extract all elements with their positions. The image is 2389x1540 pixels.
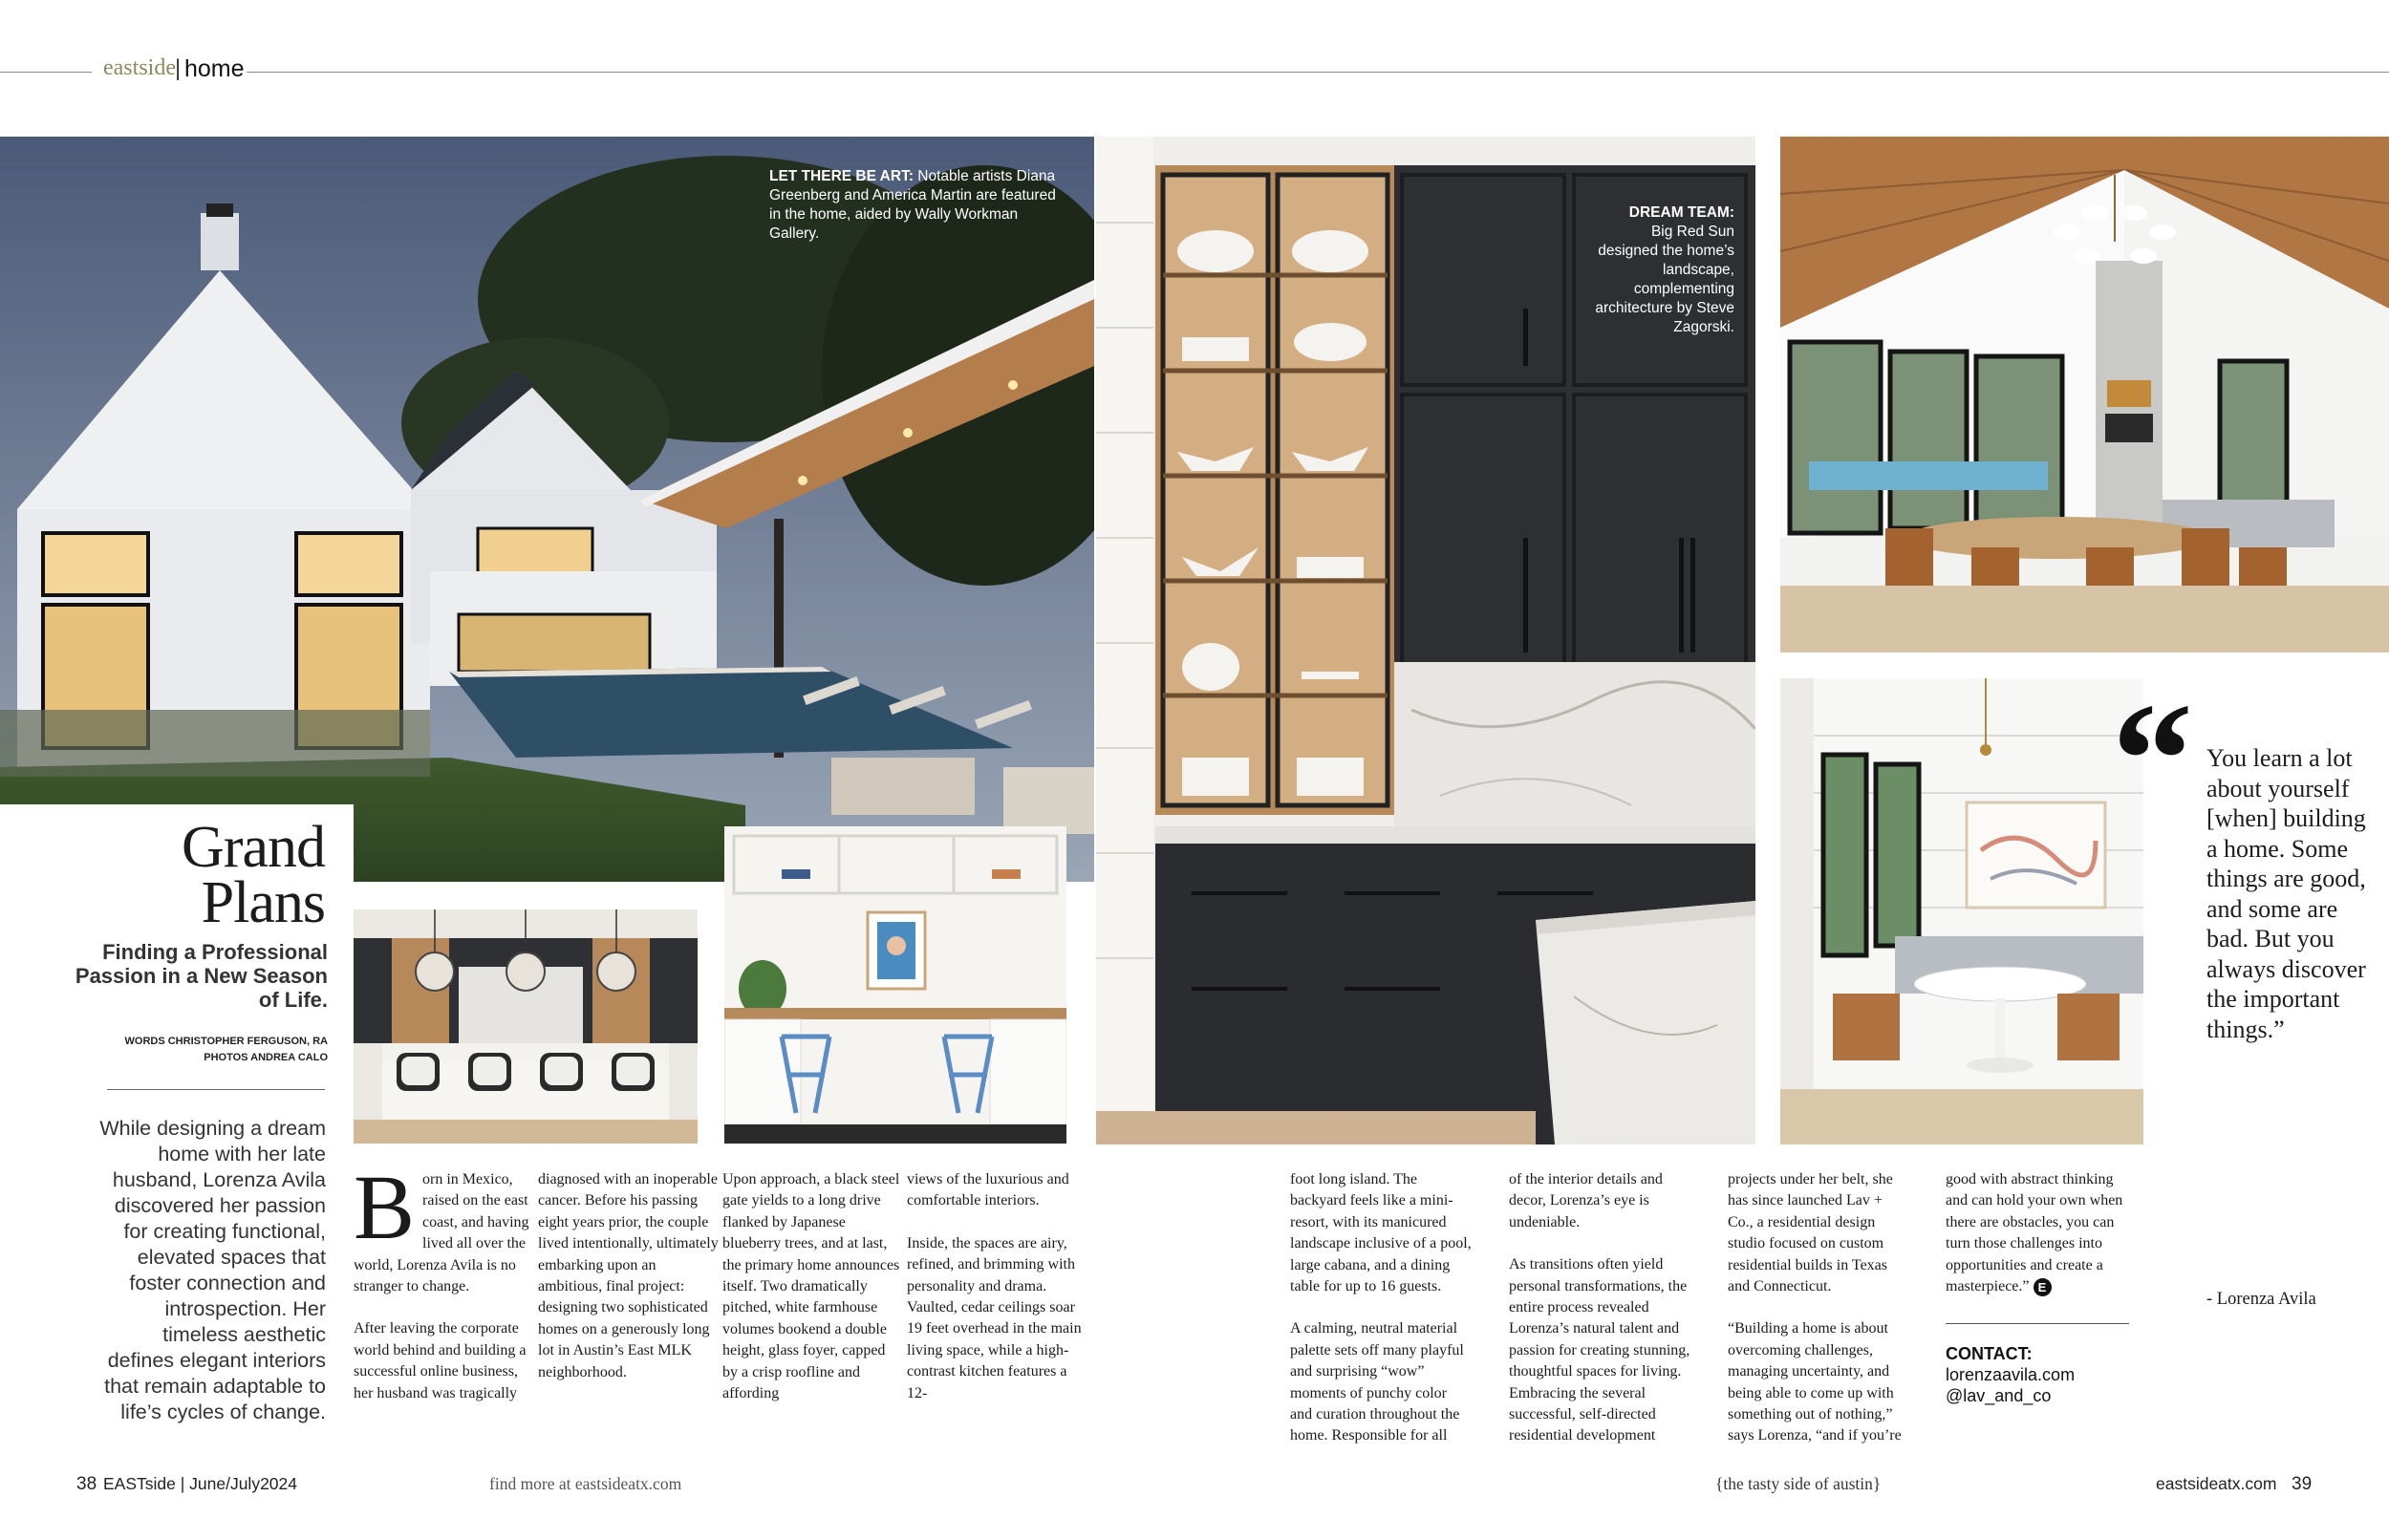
exterior-illustration (0, 137, 1094, 882)
body-col7-p1: projects under her belt, she has since launched Lav + Co., a residential design studio focused on custom residential builds in Texas and Connecticut. (1728, 1171, 1893, 1295)
footer-find-more-link[interactable]: find more at eastsideatx.com (489, 1474, 682, 1493)
body-col8: good with abstract thinking and can hold your own when there are obstacles, you can turn those challenges into opportunities and create a masterpiece.” (1946, 1171, 2123, 1295)
article-subtitle: Finding a Professional Passion in a New Season of Life. (75, 940, 328, 1012)
footer-magazine-issue: EASTside | June/July2024 (103, 1474, 298, 1493)
body-column-4 (907, 1169, 1088, 1404)
caption-art-label: LET THERE BE ART: (769, 168, 914, 184)
end-mark-icon: E (2034, 1278, 2052, 1296)
contact-website-link[interactable]: lorenzaavila.com (1946, 1365, 2076, 1384)
article-title-line2: Plans (201, 870, 325, 935)
photo-office-desk (724, 826, 1066, 1144)
drop-cap: B (354, 1156, 416, 1258)
article-intro: While designing a dream home with her late husband, Lorenza Avila discovered her passion for creating functional, elevated spaces that foster connection and introspection. Her timeless aesthetic defines elegant interiors that remain adaptable to life’s cycles of change. (99, 1117, 326, 1423)
header-rule-right (247, 72, 2389, 73)
photo-breakfast-nook (1780, 678, 2143, 1144)
caption-team-label: DREAM TEAM: (1628, 204, 1734, 221)
caption-team-text: Big Red Sun designed the home’s landscape, complementing architecture by Steve Zagorski. (1595, 224, 1734, 335)
title-rule (107, 1089, 325, 1090)
body-column-2 (538, 1169, 720, 1383)
body-column-1 (354, 1156, 535, 1404)
article-title-line1: Grand (182, 815, 325, 880)
body-column-8 (1946, 1169, 2127, 1297)
credit-photos: PHOTOS ANDREA CALO (204, 1052, 328, 1063)
body-col6-p2: As transitions often yield personal transformations, the entire process revealed Lorenza’s natural talent and passion for creating stunning, thoughtful spaces for living. Embracing the several successful, self-directed residential development (1509, 1256, 1690, 1444)
body-col2: diagnosed with an inoperable cancer. Before his passing eight years prior, the couple lived intentionally, ultimately embarking upon an ambitious, final project: designing two sophisticated homes on a generously long lot in Austin’s East MLK neighborhood. (538, 1171, 719, 1380)
header-rule-left (0, 72, 92, 73)
caption-dream-team (1593, 203, 1734, 337)
desk-illustration (724, 826, 1066, 1144)
pull-quote-attribution: - Lorenza Avila (2206, 1290, 2316, 1309)
section-label-eastside: eastside (103, 55, 176, 80)
photo-exterior-farmhouse (0, 137, 1094, 882)
body-col7-p2: “Building a home is about overcoming challenges, managing uncertainty, and being able to come up with something out of nothing,” says Lorenza, “and if you’re (1728, 1320, 1902, 1444)
article-credits (76, 1034, 328, 1066)
body-col6-p1: of the interior details and decor, Lorenza’s eye is undeniable. (1509, 1171, 1663, 1230)
body-column-3 (722, 1169, 904, 1404)
living-room-illustration (1780, 137, 2389, 652)
contact-label: CONTACT: (1946, 1344, 2033, 1363)
body-col4-p2: Inside, the spaces are airy, refined, and brimming with personality and drama. Vaulted, cedar ceilings soar 19 feet overhead in the main living space, while a high-contrast kitchen features a 12- (907, 1234, 1082, 1401)
pull-quote: You learn a lot about yourself [when] building a home. Some things are good, and some are bad. But you always discover the important things.” (2206, 744, 2366, 1043)
breakfast-nook-illustration (1780, 678, 2143, 1144)
body-col5-p1: foot long island. The backyard feels like a mini-resort, with its manicured landscape inclusive of a pool, large cabana, and a dining table for up to 16 guests. (1290, 1171, 1472, 1295)
body-column-6 (1509, 1169, 1690, 1447)
contact-block (1946, 1343, 2075, 1406)
page-number-right: 39 (2292, 1474, 2313, 1494)
footer-tagline: {the tasty side of austin} (1715, 1474, 1882, 1493)
footer-site-link[interactable]: eastsideatx.com (2156, 1474, 2277, 1493)
credit-words: WORDS CHRISTOPHER FERGUSON, RA (124, 1036, 328, 1047)
section-label-home: home (184, 55, 245, 82)
body-col1-p1: orn in Mexico, raised on the east coast, and having lived all over the world, Lorenza Avila is no stranger to change. (354, 1171, 529, 1295)
photo-living-room-vaulted (1780, 137, 2389, 652)
body-col5-p2: A calming, neutral material palette sets off many playful and surprising “wow” moments of punchy color and curation throughout the home. Responsible for all (1290, 1320, 1464, 1444)
body-column-5 (1290, 1169, 1472, 1447)
body-col1-p2: After leaving the corporate world behind and building a successful online business, her husband was tragically (354, 1320, 527, 1401)
quote-mark-icon: “ (2112, 670, 2193, 849)
article-title (182, 815, 325, 935)
caption-let-there-be-art (769, 167, 1056, 244)
contact-social-handle[interactable]: @lav_and_co (1946, 1386, 2052, 1405)
contact-rule (1946, 1323, 2129, 1324)
caption-art-text: Notable artists Diana Greenberg and America Martin are featured in the home, aided by Wally Workman Gallery. (769, 168, 1056, 242)
body-col4-p1: views of the luxurious and comfortable interiors. (907, 1171, 1069, 1209)
photo-kitchen-cabinets (1096, 137, 1755, 1144)
page-number-left: 38 (76, 1474, 97, 1494)
kitchen-island-illustration (354, 909, 698, 1144)
body-column-7 (1728, 1169, 1909, 1447)
body-col3: Upon approach, a black steel gate yields to a long drive flanked by Japanese blueberry trees, and at last, the primary home announces itself. Two dramatically pitched, white farmhouse volumes bookend a double height, glass foyer, capped by a crisp roofline and affording (722, 1171, 900, 1402)
section-separator: | (175, 55, 182, 81)
photo-kitchen-island (354, 909, 698, 1144)
